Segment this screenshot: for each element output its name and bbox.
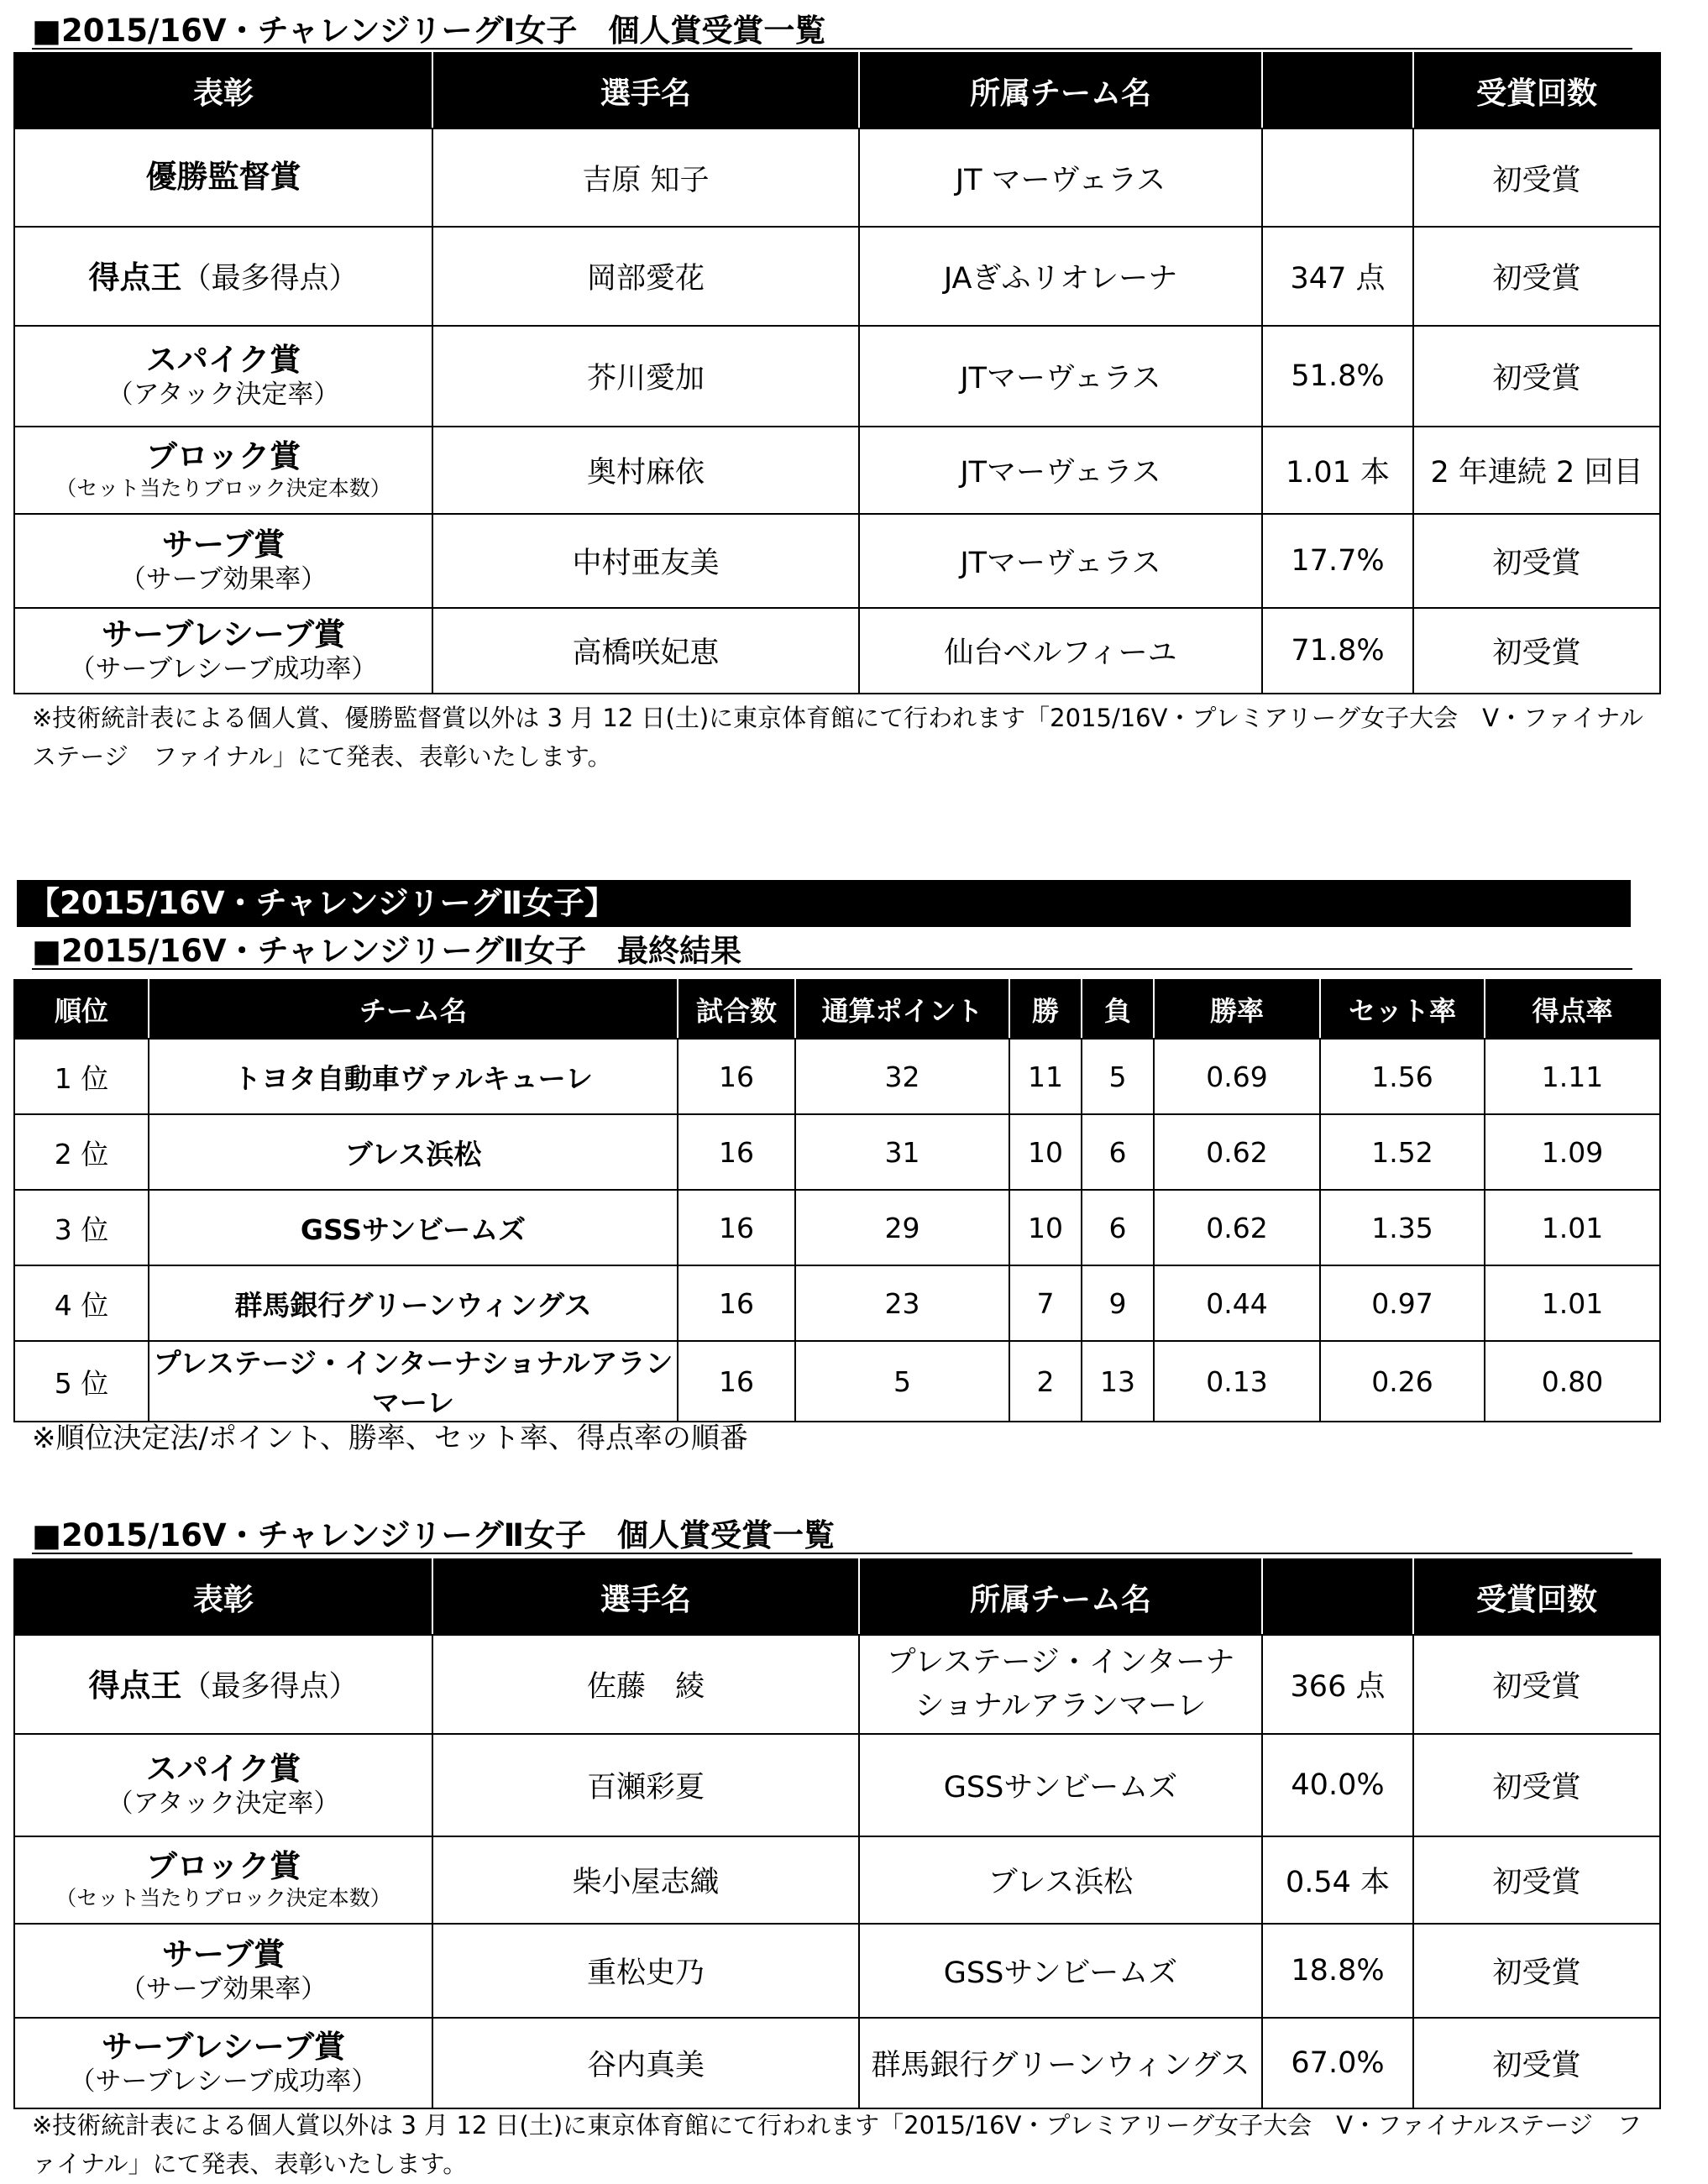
games-cell: 16 [678,1341,795,1422]
point-rate-cell: 1.01 [1485,1190,1660,1265]
team-cell: 群馬銀行グリーンウィングス [149,1265,678,1341]
count-cell: 初受賞 [1413,2018,1660,2108]
challenge2-awards-table [13,1558,1661,2109]
set-rate-cell: 1.56 [1320,1039,1485,1114]
count-cell: 初受賞 [1413,514,1660,608]
table-row [14,1924,1660,2018]
award-cell: 得点王（最多得点） [14,227,432,326]
value-cell: 18.8% [1262,1924,1413,2018]
team-cell: GSSサンビームズ [859,1734,1262,1836]
header-value [1262,53,1413,128]
count-cell: 初受賞 [1413,227,1660,326]
losses-cell: 9 [1082,1265,1154,1341]
team-cell: 群馬銀行グリーンウィングス [859,2018,1262,2108]
player-cell: 柴小屋志織 [432,1836,859,1924]
wins-cell: 10 [1009,1190,1082,1265]
award-cell: 得点王（最多得点） [14,1635,432,1734]
header-point-rate: 得点率 [1485,980,1660,1039]
team-cell: JTマーヴェラス [859,514,1262,608]
table-row [14,1039,1660,1114]
points-cell: 32 [795,1039,1009,1114]
team-cell: JTマーヴェラス [859,427,1262,514]
value-cell: 51.8% [1262,326,1413,427]
player-cell: 高橋咲妃恵 [432,608,859,694]
table-row [14,1734,1660,1836]
award-cell: サーブレシーブ賞 （サーブレシーブ成功率） [14,608,432,694]
team-cell: JT マーヴェラス [859,128,1262,227]
win-rate-cell: 0.62 [1154,1114,1320,1190]
team-cell: ブレス浜松 [859,1836,1262,1924]
losses-cell: 6 [1082,1190,1154,1265]
table-row [14,427,1660,514]
set-rate-cell: 0.97 [1320,1265,1485,1341]
points-cell: 5 [795,1341,1009,1422]
section-title-challenge2-results: ■2015/16V・チャレンジリーグⅡ女子 最終結果 [32,935,1632,970]
header-team: 所属チーム名 [859,1559,1262,1635]
value-cell [1262,128,1413,227]
header-losses: 負 [1082,980,1154,1039]
challenge2-standings-note: ※順位決定法/ポイント、勝率、セット率、得点率の順番 [32,1422,748,1455]
win-rate-cell: 0.62 [1154,1190,1320,1265]
header-rank: 順位 [14,980,149,1039]
table-row [14,1341,1660,1422]
rank-cell: 1 位 [14,1039,149,1114]
award-cell: サーブ賞 （サーブ効果率） [14,1924,432,2018]
count-cell: 初受賞 [1413,1924,1660,2018]
set-rate-cell: 1.52 [1320,1114,1485,1190]
header-wins: 勝 [1009,980,1082,1039]
games-cell: 16 [678,1265,795,1341]
player-cell: 吉原 知子 [432,128,859,227]
player-cell: 中村亜友美 [432,514,859,608]
team-cell: GSSサンビームズ [149,1190,678,1265]
value-cell: 0.54 本 [1262,1836,1413,1924]
challenge1-awards-note: ※技術統計表による個人賞、優勝監督賞以外は 3 月 12 日(土)に東京体育館にて行われます「2015/16V・プレミアリーグ女子大会 V・ファイナルステージ ファイナル」にて発表、表彰いたします。 [32,704,1643,772]
table-header-row [14,53,1660,128]
value-cell: 17.7% [1262,514,1413,608]
award-cell: サーブ賞 （サーブ効果率） [14,514,432,608]
award-cell: スパイク賞 （アタック決定率） [14,1734,432,1836]
value-cell: 40.0% [1262,1734,1413,1836]
count-cell: 初受賞 [1413,128,1660,227]
player-cell: 芥川愛加 [432,326,859,427]
award-cell: サーブレシーブ賞 （サーブレシーブ成功率） [14,2018,432,2108]
rank-cell: 3 位 [14,1190,149,1265]
header-win-rate: 勝率 [1154,980,1320,1039]
games-cell: 16 [678,1190,795,1265]
award-cell: スパイク賞 （アタック決定率） [14,326,432,427]
table-row [14,608,1660,694]
point-rate-cell: 1.01 [1485,1265,1660,1341]
table-row [14,1836,1660,1924]
value-cell: 366 点 [1262,1635,1413,1734]
point-rate-cell: 1.09 [1485,1114,1660,1190]
count-cell: 初受賞 [1413,1734,1660,1836]
header-count: 受賞回数 [1413,53,1660,128]
value-cell: 67.0% [1262,2018,1413,2108]
table-header-row [14,980,1660,1039]
team-cell: JTマーヴェラス [859,326,1262,427]
header-value [1262,1559,1413,1635]
header-set-rate: セット率 [1320,980,1485,1039]
count-cell: 2 年連続 2 回目 [1413,427,1660,514]
games-cell: 16 [678,1114,795,1190]
table-row [14,1265,1660,1341]
player-cell: 奥村麻依 [432,427,859,514]
table-row [14,1635,1660,1734]
point-rate-cell: 0.80 [1485,1341,1660,1422]
table-row [14,1114,1660,1190]
table-row [14,128,1660,227]
player-cell: 重松史乃 [432,1924,859,2018]
count-cell: 初受賞 [1413,326,1660,427]
set-rate-cell: 1.35 [1320,1190,1485,1265]
value-cell: 71.8% [1262,608,1413,694]
losses-cell: 5 [1082,1039,1154,1114]
table-row [14,227,1660,326]
points-cell: 31 [795,1114,1009,1190]
wins-cell: 7 [1009,1265,1082,1341]
rank-cell: 4 位 [14,1265,149,1341]
team-cell: プレステージ・インターナショナルアランマーレ [149,1341,678,1422]
player-cell: 岡部愛花 [432,227,859,326]
rank-cell: 2 位 [14,1114,149,1190]
team-cell: ブレス浜松 [149,1114,678,1190]
point-rate-cell: 1.11 [1485,1039,1660,1114]
wins-cell: 2 [1009,1341,1082,1422]
award-cell: 優勝監督賞 [14,128,432,227]
points-cell: 23 [795,1265,1009,1341]
rank-cell: 5 位 [14,1341,149,1422]
challenge2-awards-note: ※技術統計表による個人賞以外は 3 月 12 日(土)に東京体育館にて行われます「2015/16V・プレミアリーグ女子大会 V・ファイナルステージ ファイナル」にて発表、表彰いたします。 [32,2111,1642,2179]
value-cell: 1.01 本 [1262,427,1413,514]
losses-cell: 6 [1082,1114,1154,1190]
win-rate-cell: 0.44 [1154,1265,1320,1341]
section-title-challenge1-awards: ■2015/16V・チャレンジリーグⅠ女子 個人賞受賞一覧 [32,15,1632,50]
team-cell: トヨタ自動車ヴァルキューレ [149,1039,678,1114]
player-cell: 百瀬彩夏 [432,1734,859,1836]
challenge2-standings-table [13,979,1661,1422]
header-points: 通算ポイント [795,980,1009,1039]
player-cell: 佐藤 綾 [432,1635,859,1734]
win-rate-cell: 0.69 [1154,1039,1320,1114]
games-cell: 16 [678,1039,795,1114]
count-cell: 初受賞 [1413,608,1660,694]
challenge1-awards-table [13,52,1661,694]
header-team: チーム名 [149,980,678,1039]
challenge2-banner: 【2015/16V・チャレンジリーグⅡ女子】 [17,880,1631,927]
award-cell: ブロック賞 （セット当たりブロック決定本数） [14,1836,432,1924]
team-cell: 仙台ベルフィーユ [859,608,1262,694]
player-cell: 谷内真美 [432,2018,859,2108]
losses-cell: 13 [1082,1341,1154,1422]
header-count: 受賞回数 [1413,1559,1660,1635]
team-cell: GSSサンビームズ [859,1924,1262,2018]
team-cell: プレステージ・インターナショナルアランマーレ [859,1635,1262,1734]
table-row [14,326,1660,427]
points-cell: 29 [795,1190,1009,1265]
header-player: 選手名 [432,1559,859,1635]
value-cell: 347 点 [1262,227,1413,326]
header-games: 試合数 [678,980,795,1039]
count-cell: 初受賞 [1413,1635,1660,1734]
header-player: 選手名 [432,53,859,128]
header-award: 表彰 [14,53,432,128]
section-title-challenge2-awards: ■2015/16V・チャレンジリーグⅡ女子 個人賞受賞一覧 [32,1520,1632,1554]
header-award: 表彰 [14,1559,432,1635]
table-row [14,514,1660,608]
wins-cell: 11 [1009,1039,1082,1114]
count-cell: 初受賞 [1413,1836,1660,1924]
table-row [14,2018,1660,2108]
win-rate-cell: 0.13 [1154,1341,1320,1422]
wins-cell: 10 [1009,1114,1082,1190]
table-row [14,1190,1660,1265]
team-cell: JAぎふリオレーナ [859,227,1262,326]
table-header-row [14,1559,1660,1635]
set-rate-cell: 0.26 [1320,1341,1485,1422]
award-cell: ブロック賞 （セット当たりブロック決定本数） [14,427,432,514]
header-team: 所属チーム名 [859,53,1262,128]
